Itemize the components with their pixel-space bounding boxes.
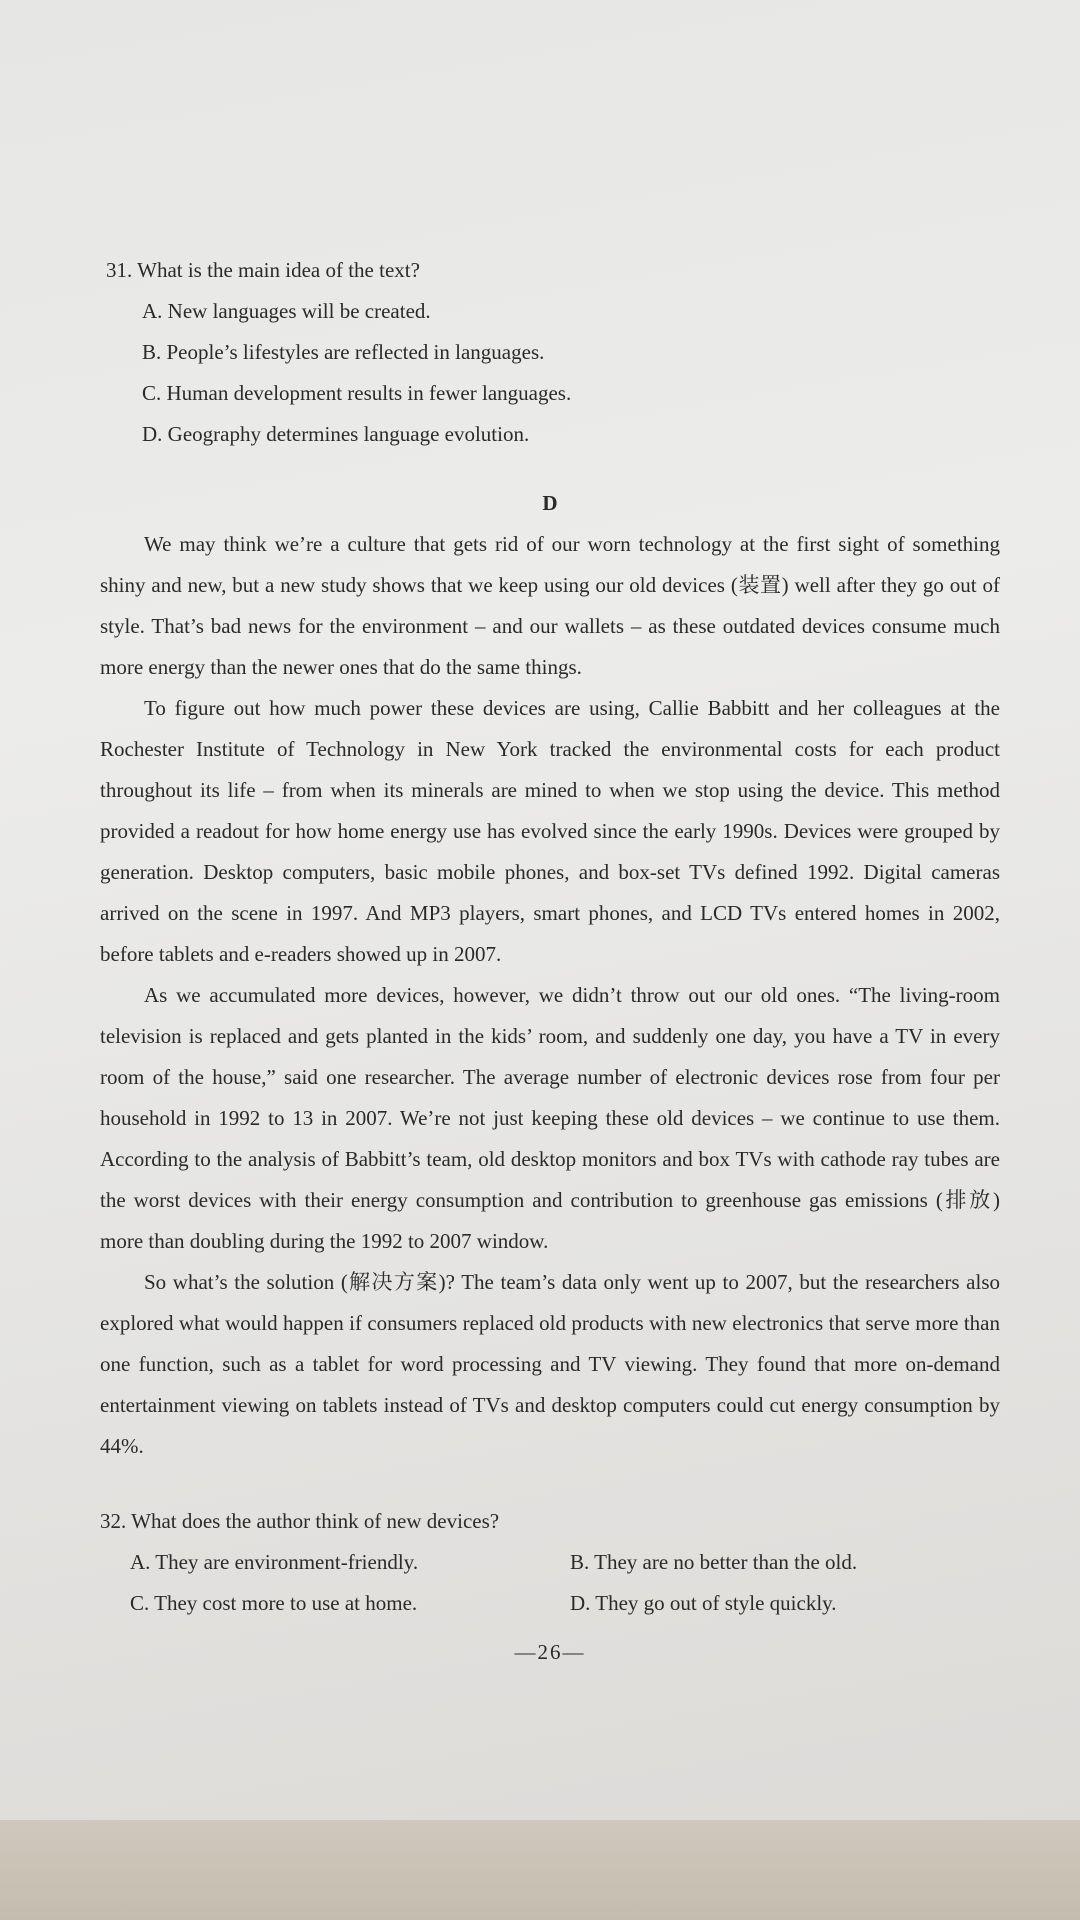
option-d: D. They go out of style quickly. <box>570 1591 837 1615</box>
question-32 <box>100 1501 1000 1624</box>
option-a: A. New languages will be created. <box>142 299 431 323</box>
option-b: B. People’s lifestyles are reflected in languages. <box>142 340 545 364</box>
answer-options <box>100 291 1000 455</box>
option-d: D. Geography determines language evolution. <box>142 422 530 446</box>
answer-options <box>100 1542 1000 1624</box>
question-stem: 31. What is the main idea of the text? <box>106 258 420 282</box>
reading-passage <box>100 524 1000 1467</box>
paragraph: To figure out how much power these devices are using, Callie Babbitt and her colleagues at the Rochester Institute of Technology in New York tracked the environmental costs for each product throughout its life – from when its minerals are mined to when we stop using the device. This method provided a readout for how home energy use has evolved since the early 1990s. Devices were grouped by generation. Desktop computers, basic mobile phones, and box-set TVs defined 1992. Digital cameras arrived on the scene in 1997. And MP3 players, smart phones, and LCD TVs entered homes in 2002, before tablets and e-readers showed up in 2007. <box>100 696 1000 966</box>
paragraph: So what’s the solution (解决方案)? The team’s data only went up to 2007, but the researchers also explored what would happen if consumers replaced old products with new electronics that serve more than one function, such as a tablet for word processing and TV viewing. They found that more on-demand entertainment viewing on tablets instead of TVs and desktop computers could cut energy consumption by 44%. <box>100 1270 1000 1458</box>
option-a: A. They are environment-friendly. <box>130 1550 419 1574</box>
option-b: B. They are no better than the old. <box>570 1550 858 1574</box>
question-stem: 32. What does the author think of new devices? <box>100 1509 500 1533</box>
option-c: C. They cost more to use at home. <box>130 1591 418 1615</box>
paragraph: As we accumulated more devices, however, we didn’t throw out our old ones. “The living-room television is replaced and gets planted in the kids’ room, and suddenly one day, you have a TV in every room of the house,” said one researcher. The average number of electronic devices rose from four per household in 1992 to 13 in 2007. We’re not just keeping these old devices – we continue to use them. According to the analysis of Babbitt’s team, old desktop monitors and box TVs with cathode ray tubes are the worst devices with their energy consumption and contribution to greenhouse gas emissions (排放) more than doubling during the 1992 to 2007 window. <box>100 983 1000 1253</box>
option-c: C. Human development results in fewer languages. <box>142 381 572 405</box>
page-content <box>100 250 1000 1673</box>
page-number: —26— <box>514 1640 586 1664</box>
passage-label: D <box>542 491 558 515</box>
paragraph: We may think we’re a culture that gets rid of our worn technology at the first sight of something shiny and new, but a new study shows that we keep using our old devices (装置) well after they go out of style. That’s bad news for the environment – and our wallets – as these outdated devices consume much more energy than the newer ones that do the same things. <box>100 532 1000 679</box>
table-surface <box>0 1820 1080 1920</box>
question-31 <box>100 250 1000 455</box>
